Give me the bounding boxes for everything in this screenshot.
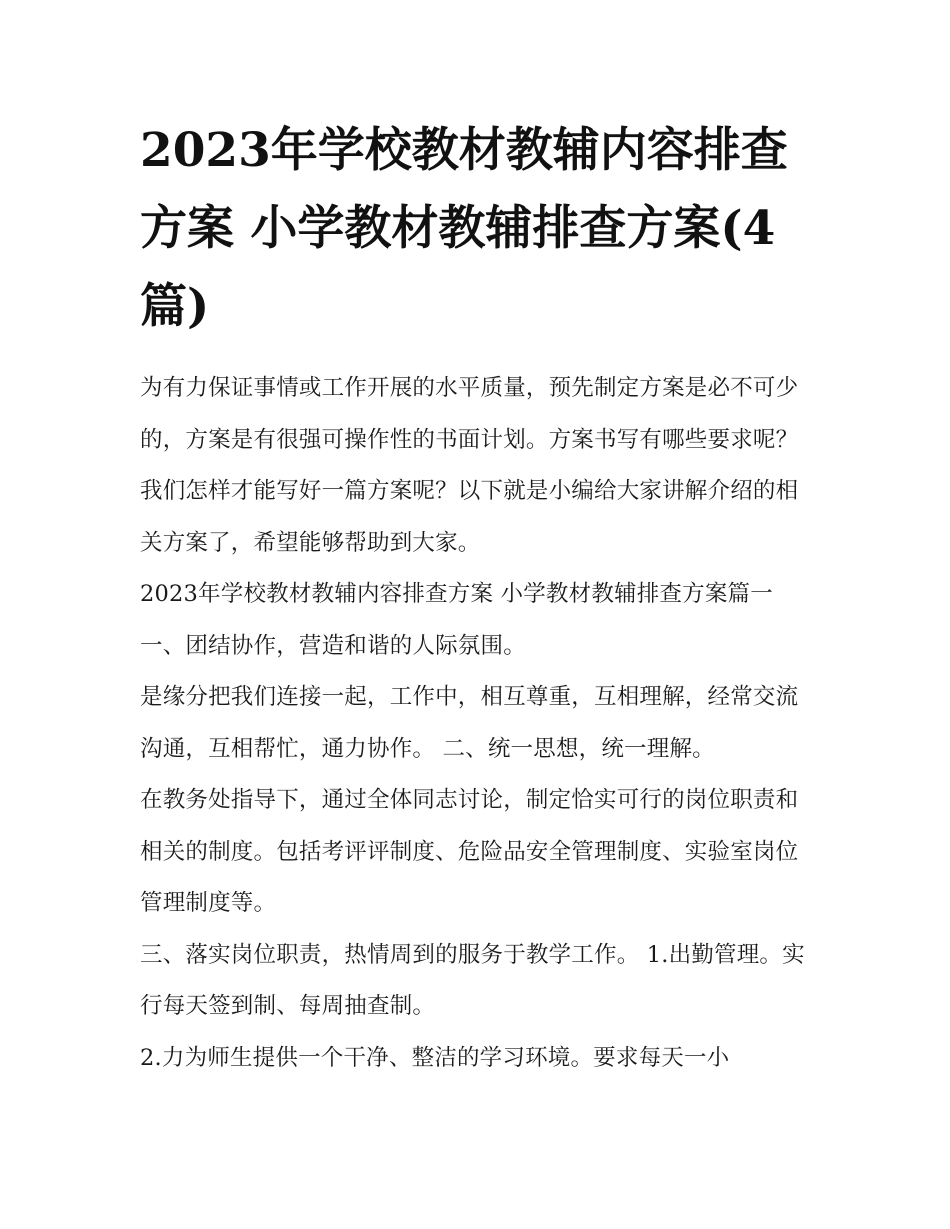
paragraph-section-heading: 2023年学校教材教辅内容排查方案 小学教材教辅排查方案篇一 一、团结协作，营造和谐的人际氛围。 — [140, 581, 773, 659]
paragraph-intro: 为有力保证事情或工作开展的水平质量，预先制定方案是必不可少的，方案是有很强可操作性的书面计划。方案书写有哪些要求呢？我们怎样才能写好一篇方案呢？以下就是小编给大家讲解介绍的相关方案了，希望能够帮助到大家。 — [140, 375, 799, 556]
document-body — [140, 363, 812, 1084]
document-page — [140, 112, 812, 1084]
document-title: 2023年学校教材教辅内容排查方案 小学教材教辅排查方案(4篇) — [140, 123, 788, 334]
paragraph-teamwork: 是缘分把我们连接一起，工作中，相互尊重，互相理解，经常交流沟通，互相帮忙，通力协作。 二、统一思想，统一理解。 — [140, 684, 799, 762]
paragraph-environment: 2.力为师生提供一个干净、整洁的学习环境。要求每天一小 — [140, 1044, 730, 1071]
paragraph-attendance: 三、落实岗位职责，热情周到的服务于教学工作。 1.出勤管理。实行每天签到制、每周抽查制。 — [140, 941, 805, 1019]
paragraph-responsibilities: 在教务处指导下，通过全体同志讨论，制定恰实可行的岗位职责和相关的制度。包括考评评制度、危险品安全管理制度、实验室岗位管理制度等。 — [140, 787, 799, 916]
